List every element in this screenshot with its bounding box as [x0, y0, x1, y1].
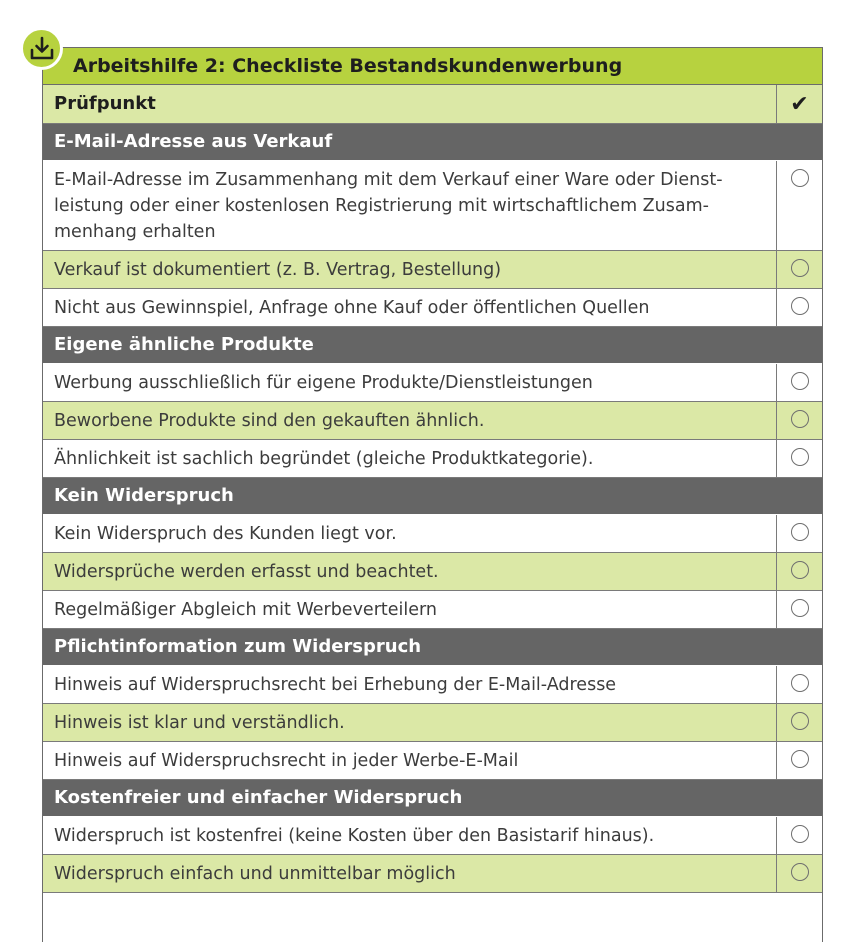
- section-header: [43, 629, 822, 666]
- checkbox-cell: [776, 704, 822, 741]
- download-icon[interactable]: [20, 27, 63, 70]
- section-title: E-Mail-Adresse aus Verkauf: [54, 131, 333, 152]
- section-header: [43, 478, 822, 515]
- section-header: [43, 780, 822, 817]
- checkbox-circle[interactable]: [791, 297, 809, 315]
- checkbox-circle[interactable]: [791, 523, 809, 541]
- checklist-item-text: E-Mail-Adresse im Zusammenhang mit dem Verkauf einer Ware oder Dienst-leistung oder einer kostenlosen Registrierung mit wirtschaftlichem Zusam-menhang erhalten: [54, 170, 723, 242]
- checkbox-circle[interactable]: [791, 599, 809, 617]
- checklist-title: Arbeitshilfe 2: Checkliste Bestandskundenwerbung: [43, 47, 822, 85]
- header-label: Prüfpunkt: [54, 93, 156, 114]
- checklist-item-text: Nicht aus Gewinnspiel, Anfrage ohne Kauf oder öffentlichen Quellen: [54, 298, 650, 318]
- checklist-item-text: Werbung ausschließlich für eigene Produkte/Dienstleistungen: [54, 373, 593, 393]
- checkbox-circle[interactable]: [791, 410, 809, 428]
- checkbox-circle[interactable]: [791, 825, 809, 843]
- checkbox-cell: [776, 515, 822, 552]
- checklist-item-text: Ähnlichkeit ist sachlich begründet (gleiche Produktkategorie).: [54, 449, 594, 469]
- checklist-row: [43, 553, 822, 591]
- checklist-row: [43, 817, 822, 855]
- checkbox-cell: [776, 553, 822, 590]
- section-title: Kostenfreier und einfacher Widerspruch: [54, 787, 463, 808]
- checkbox-circle[interactable]: [791, 750, 809, 768]
- checkbox-cell: [776, 855, 822, 892]
- checkbox-circle[interactable]: [791, 863, 809, 881]
- checklist-row: [43, 742, 822, 780]
- checklist-item-text: Regelmäßiger Abgleich mit Werbeverteilern: [54, 600, 437, 620]
- section-title: Kein Widerspruch: [54, 485, 234, 506]
- checklist-body: [43, 124, 822, 893]
- checkbox-cell: [776, 251, 822, 288]
- checkbox-cell: [776, 440, 822, 477]
- checkbox-circle[interactable]: [791, 712, 809, 730]
- section-title: Pflichtinformation zum Widerspruch: [54, 636, 422, 657]
- checklist-row: [43, 289, 822, 327]
- checklist-item-text: Hinweis auf Widerspruchsrecht bei Erhebung der E-Mail-Adresse: [54, 675, 617, 695]
- checklist-sheet: [42, 47, 823, 942]
- checklist-row: [43, 704, 822, 742]
- section-title: Eigene ähnliche Produkte: [54, 334, 314, 355]
- checkbox-cell: [776, 817, 822, 854]
- checklist-row: [43, 402, 822, 440]
- checkbox-cell: [776, 742, 822, 779]
- download-arrow-icon: [29, 36, 55, 62]
- checkbox-cell: [776, 666, 822, 703]
- checkbox-circle[interactable]: [791, 448, 809, 466]
- checklist-item-text: Beworbene Produkte sind den gekauften ähnlich.: [54, 411, 485, 431]
- table-header: [43, 85, 822, 124]
- checkbox-circle[interactable]: [791, 169, 809, 187]
- checkmark-icon: ✔: [776, 85, 822, 123]
- checklist-item-text: Widersprüche werden erfasst und beachtet.: [54, 562, 439, 582]
- section-header: [43, 327, 822, 364]
- checklist-row: [43, 440, 822, 478]
- checklist-item-text: Widerspruch einfach und unmittelbar möglich: [54, 864, 456, 884]
- checkbox-circle[interactable]: [791, 372, 809, 390]
- checklist-row: [43, 364, 822, 402]
- section-header: [43, 124, 822, 161]
- checkbox-cell: [776, 591, 822, 628]
- checkbox-circle[interactable]: [791, 561, 809, 579]
- checklist-row: [43, 591, 822, 629]
- checklist-row: [43, 515, 822, 553]
- checkbox-cell: [776, 161, 822, 250]
- checkbox-cell: [776, 402, 822, 439]
- checklist-item-text: Verkauf ist dokumentiert (z. B. Vertrag, Bestellung): [54, 260, 502, 280]
- checklist-row: [43, 161, 822, 251]
- checklist-item-text: Widerspruch ist kostenfrei (keine Kosten über den Basistarif hinaus).: [54, 826, 655, 846]
- checkbox-cell: [776, 289, 822, 326]
- checkbox-cell: [776, 364, 822, 401]
- checklist-row: [43, 666, 822, 704]
- checklist-item-text: Kein Widerspruch des Kunden liegt vor.: [54, 524, 397, 544]
- checklist-item-text: Hinweis ist klar und verständlich.: [54, 713, 345, 733]
- checklist-row: [43, 855, 822, 893]
- checkbox-circle[interactable]: [791, 674, 809, 692]
- checklist-item-text: Hinweis auf Widerspruchsrecht in jeder Werbe-E-Mail: [54, 751, 519, 771]
- checklist-row: [43, 251, 822, 289]
- checkbox-circle[interactable]: [791, 259, 809, 277]
